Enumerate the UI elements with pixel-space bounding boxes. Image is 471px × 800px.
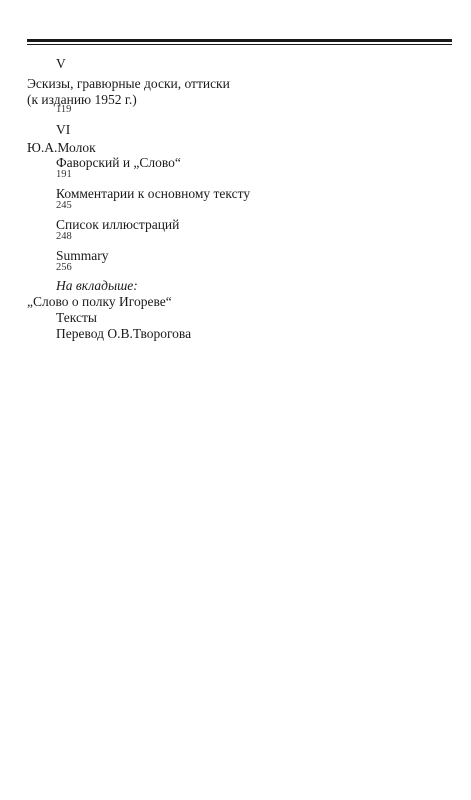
section-v-number: V — [56, 56, 66, 71]
author-name: Ю.А.Молок — [27, 140, 96, 155]
entry-comments-page: 245 — [56, 200, 72, 211]
insert-heading: На вкладыше: — [56, 278, 138, 293]
entry-sketches-title-line2: (к изданию 1952 г.) — [27, 92, 137, 107]
entry-sketches-page: 119 — [56, 104, 72, 115]
entry-favorsky-title: Фаворский и „Слово“ — [56, 155, 181, 170]
insert-title: „Слово о полку Игореве“ — [27, 294, 172, 309]
entry-illustrations-page: 248 — [56, 231, 72, 242]
section-vi-number: VI — [56, 122, 71, 137]
entry-sketches-title-line1: Эскизы, гравюрные доски, оттиски — [27, 76, 230, 91]
entry-comments-title: Комментарии к основному тексту — [56, 186, 251, 201]
entry-illustrations-title: Список иллюстраций — [56, 217, 180, 232]
entry-summary-page: 256 — [56, 262, 72, 273]
header-rule-thin — [27, 44, 452, 45]
insert-translation: Перевод О.В.Творогова — [56, 326, 192, 341]
entry-summary-title: Summary — [56, 248, 109, 263]
entry-favorsky-page: 191 — [56, 169, 72, 180]
header-rule-thick — [27, 39, 452, 42]
insert-texts: Тексты — [56, 310, 97, 325]
